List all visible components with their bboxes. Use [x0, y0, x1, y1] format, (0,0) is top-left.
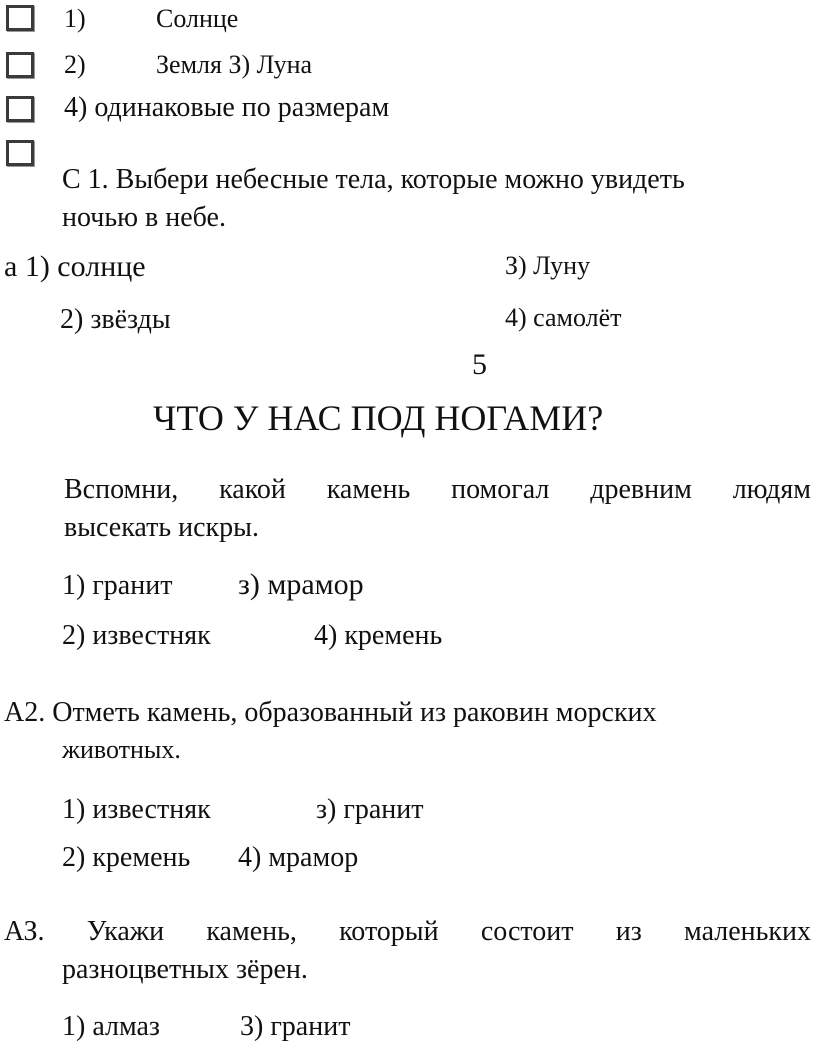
a1-option-4: 4) кремень [314, 620, 443, 651]
question-a3-line-2: разноцветных зёрен. [62, 954, 308, 985]
question-a3-line-1: АЗ. Укажи камень, который состоит из маленьких [4, 916, 811, 947]
top-option-1-text: Солнце [156, 4, 239, 33]
top-option-1-number: 1) [64, 4, 86, 33]
a1-option-2: 2) известняк [62, 620, 211, 651]
question-a1-line-1: Вспомни, какой камень помогал древним людям [64, 474, 811, 505]
checkbox-3[interactable] [6, 96, 34, 122]
top-option-4: 4) одинаковые по размерам [64, 92, 390, 123]
top-option-2-number: 2) [64, 50, 86, 79]
page-number: 5 [472, 348, 487, 381]
checkbox-2[interactable] [6, 52, 34, 78]
a2-option-1: 1) известняк [62, 794, 211, 825]
checkbox-4[interactable] [6, 140, 34, 166]
question-a2-line-2: животных. [62, 735, 181, 764]
a3-option-3: 3) гранит [240, 1011, 351, 1042]
a2-option-4: 4) мрамор [238, 842, 359, 873]
question-c1-line-1: С 1. Выбери небесные тела, которые можно увидеть [62, 164, 685, 195]
question-a1-line-2: высекать искры. [64, 512, 259, 543]
c1-option-4: 4) самолёт [505, 303, 622, 332]
a2-option-3: з) гранит [316, 794, 424, 825]
a1-option-1: 1) гранит [62, 570, 173, 601]
section-title: ЧТО У НАС ПОД НОГАМИ? [153, 398, 604, 438]
checkbox-1[interactable] [6, 5, 34, 31]
c1-option-1: а 1) солнце [4, 250, 146, 283]
a2-option-2: 2) кремень [62, 842, 191, 873]
c1-option-3: З) Луну [505, 251, 591, 280]
question-c1-line-2: ночью в небе. [62, 202, 226, 233]
a3-option-1: 1) алмаз [62, 1011, 160, 1042]
question-a2-line-1: А2. Отметь камень, образованный из раковин морских [4, 697, 657, 728]
top-option-2-text: Земля З) Луна [156, 50, 313, 79]
c1-option-2: 2) звёзды [60, 304, 171, 335]
a1-option-3: з) мрамор [238, 568, 364, 601]
